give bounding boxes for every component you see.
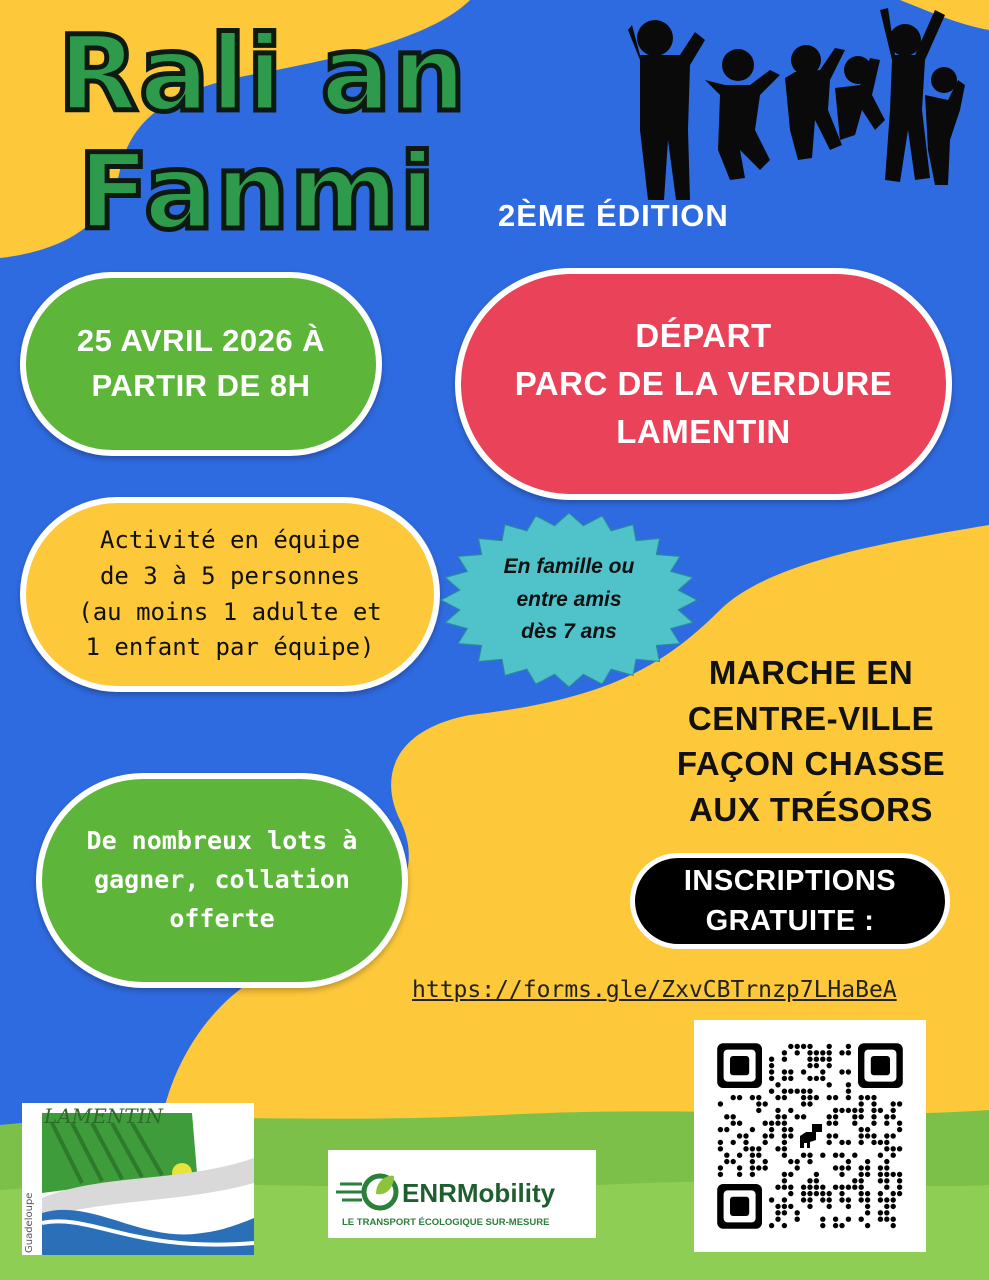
inscriptions-line-2: GRATUITE : bbox=[705, 905, 875, 937]
activity-line-4: 1 enfant par équipe) bbox=[85, 633, 375, 662]
inscriptions-badge bbox=[630, 853, 950, 949]
depart-line-3: LAMENTIN bbox=[616, 412, 791, 450]
enrmobility-logo bbox=[328, 1150, 596, 1238]
inscriptions-line-1: INSCRIPTIONS bbox=[683, 864, 897, 897]
activity-line-2: de 3 à 5 personnes bbox=[99, 561, 361, 590]
title-line-1: Rali an bbox=[58, 13, 467, 135]
qr-code[interactable] bbox=[694, 1020, 926, 1252]
date-line-2: PARTIR DE 8H bbox=[91, 368, 311, 403]
lots-line-3: offerte bbox=[169, 903, 275, 933]
depart-line-1: DÉPART bbox=[635, 317, 772, 355]
depart-pill bbox=[455, 268, 952, 500]
lots-pill bbox=[36, 773, 408, 988]
age-badge-line-2: entre amis bbox=[516, 587, 622, 611]
title-line-2: Fanmi bbox=[78, 131, 437, 253]
edition-label: 2ÈME ÉDITION bbox=[498, 198, 729, 233]
marche-line-2: CENTRE-VILLE bbox=[687, 699, 935, 737]
marche-line-4: AUX TRÉSORS bbox=[689, 790, 933, 828]
enrmobility-logo-name: ENRMobility bbox=[402, 1178, 556, 1208]
marche-line-3: FAÇON CHASSE bbox=[676, 745, 946, 783]
registration-link[interactable]: https://forms.gle/ZxvCBTrnzp7LHaBeA bbox=[412, 977, 897, 1003]
activity-pill bbox=[20, 497, 440, 692]
activity-line-1: Activité en équipe bbox=[99, 526, 361, 555]
date-pill bbox=[20, 272, 382, 456]
activity-line-3: (au moins 1 adulte et bbox=[78, 597, 382, 626]
marche-line-1: MARCHE EN bbox=[708, 654, 914, 691]
date-line-1: 25 AVRIL 2026 À bbox=[76, 323, 326, 359]
lots-line-1: De nombreux lots à bbox=[86, 826, 358, 856]
dino-icon bbox=[800, 1124, 822, 1148]
lots-line-2: gagner, collation bbox=[94, 865, 350, 895]
enrmobility-logo-tagline: LE TRANSPORT ÉCOLOGIQUE SUR-MESURE bbox=[342, 1217, 550, 1228]
age-badge-line-1: En famille ou bbox=[503, 555, 635, 579]
marche-text bbox=[650, 650, 972, 832]
age-badge-line-3: dès 7 ans bbox=[521, 620, 617, 644]
depart-line-2: PARC DE LA VERDURE bbox=[514, 365, 893, 403]
lamentin-logo-side-text: Guadeloupe bbox=[24, 1192, 35, 1253]
lamentin-logo bbox=[22, 1103, 254, 1255]
lamentin-logo-text: LAMENTIN bbox=[44, 1104, 164, 1128]
